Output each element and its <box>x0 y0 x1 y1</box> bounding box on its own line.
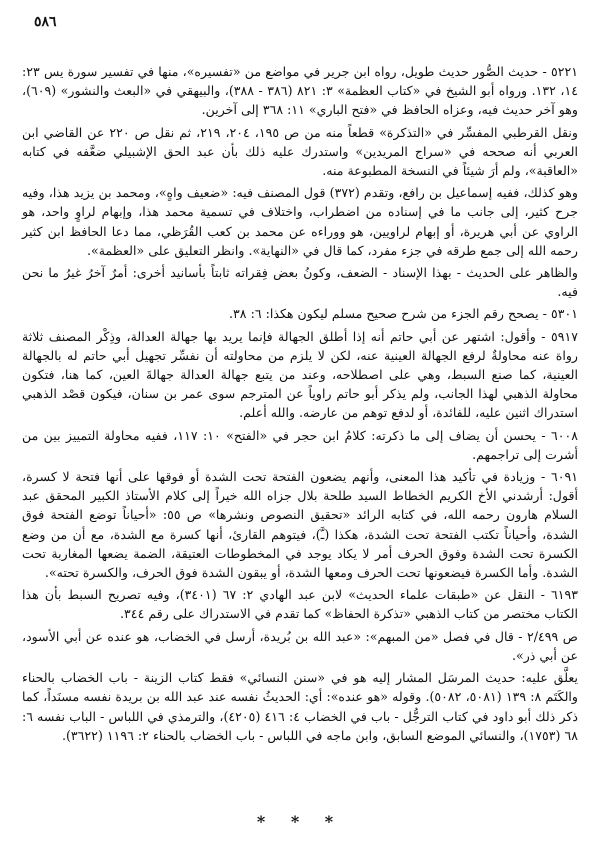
note-paragraph: ٦٠٠٨ - يحسن أن يضاف إلى ما ذكرته: كلامُ ابن حجر في «الفتح» ١٠: ١١٧، ففيه محاولة التمييز بين من أشرت إلى تراجمهم. <box>22 427 578 462</box>
note-paragraph: ٥٢٢١ - حديث الصُّور حديث طويل، رواه ابن جرير في مواضع من «تفسيره»، منها في تفسير سورة يس ٢٣: ١٤، ١٣٢. ورواه أبو الشيخ في «كتاب العظمة» ٣: ٨٢١ (٣٨٦ - ٣٨٨)، والبيهقي في «البعث والنشور» (٦٠٩)، وهو آخر حديث فيه، وعزاه الحافظ في «فتح الباري» ١١: ٣٦٨ إلى آخرين. <box>22 64 578 118</box>
note-5221 <box>22 62 578 301</box>
note-6091 <box>22 467 578 582</box>
note-paragraph: ٥٣٠١ - يصحح رقم الجزء من شرح صحيح مسلم ليكون هكذا: ٦: ٣٨. <box>229 306 578 322</box>
section-end-stars: * * * <box>256 812 344 831</box>
note-2-499 <box>22 627 578 745</box>
note-paragraph: ٦١٩٣ - النقل عن «طبقات علماء الحديث» لابن عبد الهادي ٢: ٦٧ (٣٤٠١)، وفيه تصريح السبط بأن هذا الكتاب مختصر من كتاب الذهبي «تذكرة الحفاظ» كما تقدم في الاستدراك على رقم ٣٤٤. <box>22 587 579 622</box>
note-6008 <box>22 426 578 464</box>
note-5917 <box>22 327 578 423</box>
note-paragraph: ٥٩١٧ - وأقول: اشتهر عن أبي حاتم أنه إذا أطلق الجهالة فإنما يريد بها جهالة العدالة، وذِكْر المصنف ثلاثة رواة عنه محاولةٌ لرفع الجهالة العينية عنه، لكن لا يلزم من محاولته أن نفسِّر تجهيل أبي حاتم له بالجهالة العينية، كما صنع السبط، وهي على اصطلاحه، وعند من يتبع جهالة العدالة جهالةَ العين، كما هنا، فتكون محاولة الذهبي لهذا الجانب، ولم يذكر أبو حاتم راوياً عن المترجم سوى عمر بن سنان، فيكون قصْد الذهبي استدراك اثنين عليه، للفائدة، أو لدفع توهم من عارضه. والله أعلم. <box>22 328 578 421</box>
note-paragraph: يعلَّق عليه: حديث المرسَل المشار إليه هو في «سنن النسائي» فقط كتاب الزينة - باب الخضاب بالحناء والكَتَم ٨: ١٣٩ (٥٠٨١، ٥٠٨٢). وقوله «هو عنده»: أي: الحديثُ نفسه عند عبد الله بن بريدة نفسه مسنَداً، كما ذكر ذلك أبو داود في كتاب الترجُّل - باب في الخضاب ٤: ٤١٦ (٤٢٠٥)، والترمذي في اللباس - الباب نفسه ٦: ٦٨ (١٧٥٣)، والنسائي الموضع السابق، وابن ماجه في اللباس - باب الخضاب بالحناء ٢: ١١٩٦ (٣٦٢٢). <box>22 670 578 743</box>
note-paragraph: ٦٠٩١ - وزيادة في تأكيد هذا المعنى، وأنهم يضعون الفتحة تحت الشدة أو فوقها على أنها فتحة لا كسرة، أقول: أرشدني الأخ الكريم الخطاط السيد طلحة بلال جزاه الله خيراً إلى كلام الأستاذ الكبير المحقق عبد السلام هارون رحمه الله، في كتابه الرائد «تحقيق النصوص ونشرها» ص ٥٥: «أحياناً توضع الفتحة فوق الشدة، وأحياناً تكتب الفتحة تحت الشدة، هكذا (ـَّ)، فيتوهم القارئ، أنها كسرة مع الشدة، مع أن من وضع الكسرة تحت الشدة وفوق الحرف أمر لا يكاد يوجد في المخطوطات العتيقة، الضمة يضعها المغاربة تحت الشدة. وأما الكسرة فيضعونها تحت الحرف ومعها الشدة، أو يبقون الشدة فوق الحرف، والكسرة تحته». <box>22 469 578 581</box>
note-paragraph: والظاهر على الحديث - بهذا الإسناد - الضعف، وكونُ بعض فِقراته ثابتاً بأسانيد أخرى: أمرٌ آخرُ غيرُ ما نحن فيه. <box>22 265 578 300</box>
footnotes-body <box>22 62 578 748</box>
note-5301 <box>22 304 578 323</box>
note-paragraph: ص ٢/٤٩٩ - قال في فصل «من المبهم»: «عبد الله بن بُريدة، أرسل في الخضاب، هو عنده عن أبي الأسود، عن أبي ذر». <box>22 628 578 663</box>
page-number: ٥٨٦ <box>34 14 57 30</box>
note-paragraph: ونقل القرطبي المفسِّر في «التذكرة» قطعاً منه من ص ١٩٥، ٢٠٤، ٢١٩، ثم نقل ص ٢٢٠ عن القاضي ابن العربي أنه صححه في «سراج المريدين» واستدرك عليه ذلك بأن عبد الحق الإشبيلي ضعَّفه في كتابه «العاقبة»، ولم أرَ شيئاً في النسخة المطبوعة منه. <box>22 124 578 179</box>
note-6193 <box>22 585 578 623</box>
note-paragraph: وهو كذلك، ففيه إسماعيل بن رافع، وتقدم (٣٧٢) قول المصنف فيه: «ضعيف واهٍ»، ومحمد بن يزيد هذا، وفيه جرح كثير، إلى جانب ما في إسناده من اضطراب، واختلاف في تسمية محمد هذا، وإبهام لراوٍ واحد، هو الراوي عن أبي هريرة، أو إبهام لراويين، هو ووراءه عن محمد بن كعب القُرَظي، مما دعا الحافظ ابن كثير رحمه الله إلى جمع طرقه في جزء مفرد، كما قال في «النهاية». وانظر التعليق على «العظمة». <box>22 185 578 258</box>
